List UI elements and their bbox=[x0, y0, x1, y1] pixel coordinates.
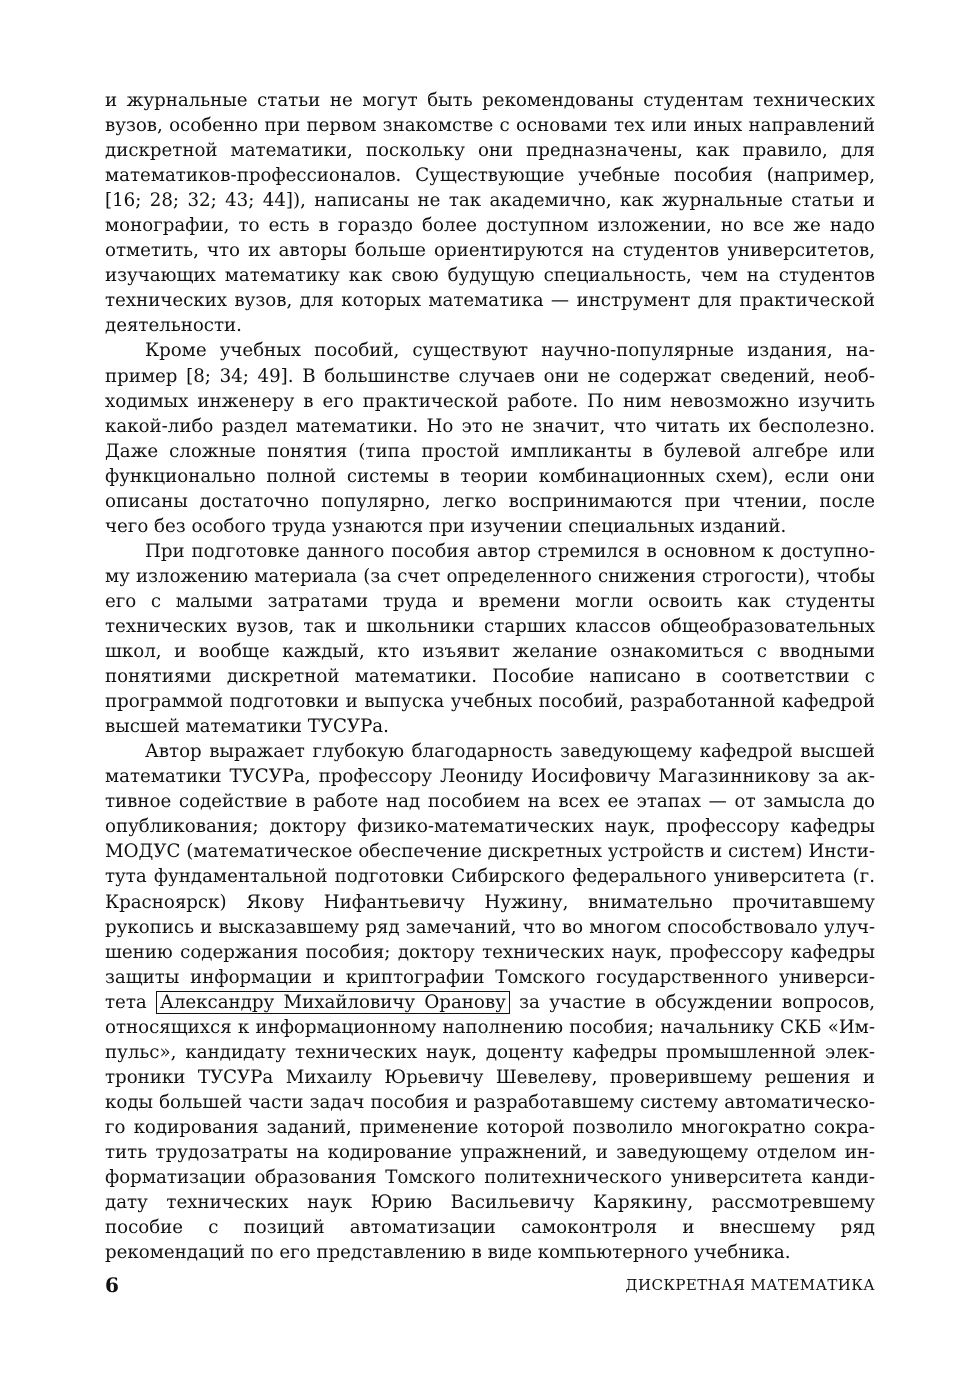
paragraph-popular-editions: Кроме учебных пособий, существуют научно-популярные издания, например [8; 34; 49]. В большинстве случаев они не содержат сведений, необходимых инженеру в его практической работе. По ним невозможно изучить какой-либо раздел математики. Но это не значит, что читать их бесполезно. Даже сложные понятия (типа простой импликанты в булевой алгебре или функционально полной системы в теории комбинационных схем), если они описаны достаточно популярно, легко воспринимаются при чтении, после чего без особого труда узнаются при изучении специальных изданий. bbox=[105, 340, 875, 537]
paragraph-acknowledgements bbox=[105, 739, 875, 1265]
paragraph-author-goal: При подготовке данного пособия автор стремился в основном к доступному изложению материала (за счет определенного снижения строгости), чтобы его с малыми затратами труда и времени могли освоить как студенты технических вузов, так и школьники старших классов общеобразовательных школ, и вообще каждый, кто изъявит желание ознакомиться с вводными понятиями дискретной математики. Пособие написано в соответствии с программой подготовки и выпуска учебных пособий, разработанной кафедрой высшей математики ТУСУРа. bbox=[105, 540, 875, 738]
acknowledgements-text-before: Автор выражает глубокую благодарность заведующему кафедрой высшей математики ТУСУРа, профессору Леониду Иосифовичу Магазинникову за активное содействие в работе над пособием на всех ее этапах — от замысла до опубликования; доктору физико-математических наук, профессору кафедры МОДУС (математическое обеспечение дискретных устройств и систем) Института фундаментальной подготовки Сибирского федерального университета (г. Красноярск) Якову Нифантьевичу Нужину, внимательно прочитавшему рукопись и высказавшему ряд замечаний, что во многом способствовало улучшению содержания пособия; доктору технических наук, профессору кафедры защиты информации и криптографии Томского государственного университета bbox=[105, 741, 875, 1013]
running-title: ДИСКРЕТНАЯ МАТЕМАТИКА bbox=[625, 1276, 875, 1294]
boxed-name: Александру Михайловичу Оранову bbox=[156, 991, 510, 1014]
page-body bbox=[105, 88, 875, 1265]
page-number: 6 bbox=[105, 1273, 119, 1297]
paragraph-journal-articles: и журнальные статьи не могут быть рекомендованы студентам технических вузов, особенно при первом знакомстве с основами тех или иных направлений дискретной математики, поскольку они предназначены, как правило, для математиков-профессионалов. Существующие учебные пособия (например, [16; 28; 32; 43; 44]), написаны не так академично, как журнальные статьи и монографии, то есть в гораздо более доступном изложении, но все же надо отметить, что их авторы больше ориентируются на студентов университетов, изучающих математику как свою будущую специальность, чем на студентов технических вузов, для которых математика — инструмент для практической деятельности. bbox=[105, 90, 875, 337]
page-footer bbox=[105, 1271, 875, 1299]
acknowledgements-text-after: за участие в обсуждении вопросов, относящихся к информационному наполнению пособия; начальнику СКБ «Импульс», кандидату технических наук, доценту кафедры промышленной электроники ТУСУРа Михаилу Юрьевичу Шевелеву, проверившему решения и коды большей части задач пособия и разработавшему систему автоматического кодирования заданий, применение которой позволило многократно сократить трудозатраты на кодирование упражнений, и заведующему отделом информатизации образования Томского политехнического университета кандидату технических наук Юрию Васильевичу Карякину, рассмотревшему пособие с позиций автоматизации самоконтроля и внесшему ряд рекомендаций по его представлению в виде компьютерного учебника. bbox=[105, 991, 875, 1264]
